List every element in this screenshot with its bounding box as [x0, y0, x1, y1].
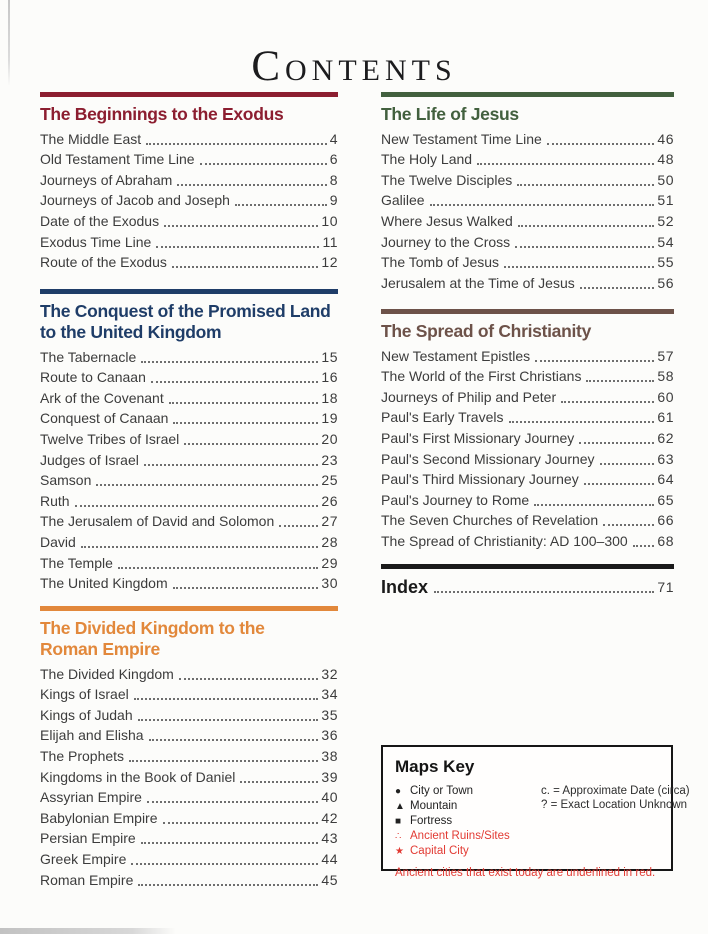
- toc-entry-page: 19: [321, 410, 338, 427]
- toc-entry-label: Route of the Exodus: [40, 254, 167, 271]
- toc-entry: [40, 511, 338, 532]
- toc-entry-page: 56: [657, 274, 674, 291]
- dot-leader: [184, 443, 318, 445]
- map-symbol-icon: ▲: [395, 801, 405, 812]
- toc-entry-page: 57: [657, 347, 674, 364]
- toc-entry-page: 12: [321, 254, 338, 271]
- toc-entry-page: 45: [321, 871, 338, 888]
- index-label: Index: [381, 577, 429, 597]
- toc-entry-label: David: [40, 533, 76, 550]
- toc-entry-page: 29: [321, 554, 338, 571]
- section-heading: The Divided Kingdom to the Roman Empire: [40, 618, 265, 659]
- index-page: 71: [657, 579, 674, 595]
- dot-leader: [144, 464, 319, 466]
- toc-entry-page: 60: [657, 388, 674, 405]
- toc-entry-page: 32: [321, 665, 338, 682]
- toc-entry-page: 23: [321, 451, 338, 468]
- toc-entry: [381, 231, 674, 252]
- toc-entry-page: 8: [329, 171, 338, 188]
- dot-leader: [118, 567, 319, 569]
- toc-entry-label: Journeys of Jacob and Joseph: [40, 192, 230, 209]
- dot-leader: [141, 361, 318, 363]
- dot-leader: [584, 483, 655, 485]
- toc-entry-page: 9: [329, 192, 338, 209]
- section-heading: The Conquest of the Promised Land to the United Kingdom: [40, 301, 331, 342]
- section-heading: The Beginnings to the Exodus: [40, 104, 284, 124]
- toc-entry: [381, 427, 674, 448]
- maps-key-symbol-list: [395, 784, 541, 859]
- toc-entry: [381, 510, 674, 531]
- toc-entry-page: 52: [657, 212, 674, 229]
- toc-entry-page: 15: [321, 348, 338, 365]
- toc-entry: [40, 663, 338, 684]
- toc-entry-page: 38: [321, 747, 338, 764]
- map-symbol-label: Capital City: [410, 845, 469, 857]
- dot-leader: [580, 287, 655, 289]
- toc-entry-label: Paul's Journey to Rome: [381, 491, 530, 508]
- toc-entry: [381, 272, 674, 293]
- toc-section-life-of-jesus: [381, 92, 674, 293]
- toc-entry: [381, 448, 674, 469]
- toc-entry-label: The Seven Churches of Revelation: [381, 512, 599, 529]
- maps-key-symbol-row: [395, 799, 541, 814]
- toc-entry-label: Assyrian Empire: [40, 789, 142, 806]
- toc-entry: [381, 252, 674, 273]
- dot-leader: [504, 266, 654, 268]
- toc-entry-list: [381, 128, 674, 293]
- dot-leader: [177, 184, 326, 186]
- section-accent-bar: [381, 564, 674, 569]
- dot-leader: [579, 442, 654, 444]
- toc-entry-page: 35: [321, 706, 338, 723]
- dot-leader: [603, 524, 654, 526]
- toc-entry: [40, 346, 338, 367]
- toc-entry-label: Kings of Judah: [40, 706, 133, 723]
- toc-entry-label: The Jerusalem of David and Solomon: [40, 513, 275, 530]
- toc-entry-label: Ruth: [40, 492, 70, 509]
- toc-entry-label: Roman Empire: [40, 871, 134, 888]
- toc-entry-label: Paul's First Missionary Journey: [381, 429, 575, 446]
- section-accent-bar: [40, 92, 338, 97]
- dot-leader: [138, 719, 319, 721]
- toc-entry-label: Twelve Tribes of Israel: [40, 430, 180, 447]
- toc-entry-label: Jerusalem at the Time of Jesus: [381, 274, 575, 291]
- dot-leader: [146, 143, 327, 145]
- toc-entry-page: 28: [321, 533, 338, 550]
- toc-entry-page: 16: [321, 369, 338, 386]
- toc-entry-list: [40, 128, 338, 272]
- toc-entry-label: Where Jesus Walked: [381, 212, 513, 229]
- toc-entry-page: 62: [657, 429, 674, 446]
- dot-leader: [138, 884, 318, 886]
- toc-entry-page: 55: [657, 254, 674, 271]
- map-symbol-label: City or Town: [410, 785, 474, 797]
- toc-entry: [381, 210, 674, 231]
- section-accent-bar: [381, 309, 674, 314]
- dot-leader: [129, 760, 318, 762]
- toc-entry: [381, 407, 674, 428]
- maps-key-title: Maps Key: [395, 757, 475, 776]
- section-heading: The Life of Jesus: [381, 104, 519, 124]
- toc-entry-page: 68: [657, 532, 674, 549]
- toc-entry-label: The Tomb of Jesus: [381, 254, 500, 271]
- toc-entry: [381, 489, 674, 510]
- dot-leader: [75, 505, 319, 507]
- toc-entry: [40, 745, 338, 766]
- toc-entry-label: Paul's Third Missionary Journey: [381, 471, 579, 488]
- dot-leader: [134, 698, 319, 700]
- toc-section-conquest: [40, 289, 338, 593]
- toc-entry-label: The Prophets: [40, 747, 125, 764]
- toc-entry-page: 48: [657, 151, 674, 168]
- maps-key-abbreviation: c. = Approximate Date (circa): [541, 785, 690, 797]
- toc-entry-page: 58: [657, 368, 674, 385]
- toc-entry: [381, 149, 674, 170]
- toc-entry-label: The World of the First Christians: [381, 368, 582, 385]
- toc-entry-page: 6: [329, 151, 338, 168]
- map-symbol-label: Mountain: [410, 800, 458, 812]
- toc-entry-list: [40, 663, 338, 890]
- dot-leader: [156, 246, 319, 248]
- toc-section-beginnings: [40, 92, 338, 272]
- toc-entry: [40, 787, 338, 808]
- toc-entry: [40, 684, 338, 705]
- toc-entry-label: The Spread of Christianity: AD 100–300: [381, 532, 628, 549]
- toc-entry-page: 61: [657, 409, 674, 426]
- toc-entry: [40, 869, 338, 890]
- section-accent-bar: [40, 606, 338, 611]
- map-symbol-label: Fortress: [410, 815, 453, 827]
- dot-leader: [534, 504, 654, 506]
- toc-entry: [40, 470, 338, 491]
- dot-leader: [434, 591, 654, 593]
- toc-section-spread-of-christianity: [381, 309, 674, 551]
- dot-leader: [509, 421, 655, 423]
- toc-entry-label: Ark of the Covenant: [40, 389, 164, 406]
- toc-entry: [381, 169, 674, 190]
- dot-leader: [169, 402, 319, 404]
- dot-leader: [147, 801, 319, 803]
- toc-entry-label: Old Testament Time Line: [40, 151, 195, 168]
- dot-leader: [517, 184, 654, 186]
- toc-entry: [40, 490, 338, 511]
- toc-entry: [40, 169, 338, 190]
- section-accent-bar: [40, 289, 338, 294]
- section-heading: The Spread of Christianity: [381, 321, 592, 341]
- toc-entry-page: 26: [321, 492, 338, 509]
- toc-entry-list: [40, 346, 338, 593]
- dot-leader: [141, 842, 319, 844]
- toc-entry-label: Exodus Time Line: [40, 233, 152, 250]
- toc-entry-page: 39: [321, 768, 338, 785]
- toc-entry: [381, 469, 674, 490]
- toc-entry-label: Samson: [40, 472, 92, 489]
- maps-key-abbreviation-list: [541, 784, 690, 859]
- toc-entry-page: 43: [321, 830, 338, 847]
- toc-entry-page: 10: [321, 212, 338, 229]
- toc-entry-label: Persian Empire: [40, 830, 136, 847]
- toc-entry: [381, 128, 674, 149]
- toc-entry: [40, 828, 338, 849]
- dot-leader: [149, 739, 319, 741]
- map-symbol-icon: ★: [395, 846, 404, 857]
- toc-entry-label: Kings of Israel: [40, 686, 129, 703]
- dot-leader: [518, 225, 655, 227]
- toc-section-divided: [40, 606, 338, 890]
- toc-entry-list: [381, 345, 674, 551]
- toc-entry-label: New Testament Time Line: [381, 130, 542, 147]
- toc-entry: [40, 128, 338, 149]
- toc-entry-page: 64: [657, 471, 674, 488]
- toc-entry: [40, 190, 338, 211]
- maps-key-abbreviation: ? = Exact Location Unknown: [541, 799, 688, 811]
- dot-leader: [561, 401, 654, 403]
- maps-key-symbol-row: [395, 829, 541, 844]
- toc-entry-label: Judges of Israel: [40, 451, 139, 468]
- dot-leader: [515, 246, 654, 248]
- dot-leader: [430, 204, 655, 206]
- toc-entry-page: 20: [321, 430, 338, 447]
- page-title: CONTENTS: [251, 43, 457, 91]
- map-symbol-icon: ●: [395, 786, 402, 797]
- toc-entry: [381, 345, 674, 366]
- toc-entry: [40, 387, 338, 408]
- dot-leader: [163, 822, 319, 824]
- toc-entry-page: 40: [321, 789, 338, 806]
- toc-entry-label: Conquest of Canaan: [40, 410, 169, 427]
- toc-entry: [40, 449, 338, 470]
- toc-entry: [40, 367, 338, 388]
- toc-entry: [40, 552, 338, 573]
- dot-leader: [477, 163, 654, 165]
- toc-entry-page: 54: [657, 233, 674, 250]
- toc-entry-label: Elijah and Elisha: [40, 727, 144, 744]
- index-entry: [381, 575, 674, 597]
- dot-leader: [200, 163, 327, 165]
- toc-entry: [40, 848, 338, 869]
- maps-key-symbol-row: [395, 814, 541, 829]
- toc-entry-label: New Testament Epistles: [381, 347, 531, 364]
- toc-entry-label: Paul's Second Missionary Journey: [381, 450, 595, 467]
- toc-entry-page: 18: [321, 389, 338, 406]
- toc-entry-label: The Temple: [40, 554, 113, 571]
- toc-entry-label: Greek Empire: [40, 850, 127, 867]
- toc-entry-label: Galilee: [381, 192, 425, 209]
- dot-leader: [586, 380, 654, 382]
- dot-leader: [81, 546, 319, 548]
- toc-entry-page: 50: [657, 171, 674, 188]
- dot-leader: [600, 463, 655, 465]
- section-accent-bar: [381, 92, 674, 97]
- map-symbol-icon: ∴: [395, 831, 402, 842]
- map-symbol-icon: ■: [395, 816, 402, 827]
- toc-entry-page: 46: [657, 130, 674, 147]
- toc-entry-label: The Twelve Disciples: [381, 171, 513, 188]
- dot-leader: [96, 484, 318, 486]
- maps-key-symbol-row: [395, 784, 541, 799]
- toc-entry-page: 27: [321, 513, 338, 530]
- toc-entry-label: The Middle East: [40, 130, 142, 147]
- toc-entry: [40, 231, 338, 252]
- toc-entry-page: 44: [321, 850, 338, 867]
- dot-leader: [172, 266, 319, 268]
- dot-leader: [535, 360, 654, 362]
- toc-entry: [40, 408, 338, 429]
- toc-entry: [40, 704, 338, 725]
- toc-entry-page: 30: [321, 575, 338, 592]
- toc-entry: [381, 530, 674, 551]
- toc-entry: [381, 190, 674, 211]
- toc-entry-label: Paul's Early Travels: [381, 409, 504, 426]
- toc-entry: [381, 386, 674, 407]
- toc-entry: [40, 807, 338, 828]
- toc-entry: [40, 725, 338, 746]
- toc-entry-page: 51: [657, 192, 674, 209]
- toc-entry: [40, 531, 338, 552]
- dot-leader: [173, 422, 318, 424]
- toc-entry: [40, 766, 338, 787]
- map-symbol-label: Ancient Ruins/Sites: [410, 830, 510, 842]
- dot-leader: [235, 204, 327, 206]
- right-column: [381, 0, 690, 934]
- maps-key-symbol-row: [395, 844, 541, 859]
- toc-entry: [40, 210, 338, 231]
- toc-entry-page: 34: [321, 686, 338, 703]
- toc-entry-label: Babylonian Empire: [40, 809, 158, 826]
- toc-entry-page: 65: [657, 491, 674, 508]
- toc-entry-label: The Divided Kingdom: [40, 665, 174, 682]
- toc-entry-label: Journeys of Abraham: [40, 171, 173, 188]
- toc-entry: [40, 149, 338, 170]
- toc-entry-page: 36: [321, 727, 338, 744]
- toc-entry-label: Kingdoms in the Book of Daniel: [40, 768, 236, 785]
- toc-entry-label: Route to Canaan: [40, 369, 146, 386]
- dot-leader: [179, 678, 319, 680]
- toc-entry-page: 11: [322, 233, 338, 250]
- toc-entry: [40, 252, 338, 273]
- toc-entry-label: The Tabernacle: [40, 348, 137, 365]
- dot-leader: [633, 545, 655, 547]
- toc-entry-page: 42: [321, 809, 338, 826]
- toc-entry-label: The Holy Land: [381, 151, 473, 168]
- toc-entry: [40, 428, 338, 449]
- toc-entry-label: Date of the Exodus: [40, 212, 160, 229]
- dot-leader: [173, 587, 319, 589]
- toc-entry-label: Journey to the Cross: [381, 233, 511, 250]
- dot-leader: [279, 525, 318, 527]
- toc-entry-page: 25: [321, 472, 338, 489]
- toc-entry-page: 66: [657, 512, 674, 529]
- dot-leader: [131, 863, 318, 865]
- dot-leader: [164, 225, 318, 227]
- dot-leader: [240, 781, 318, 783]
- toc-entry: [40, 573, 338, 594]
- left-column: [40, 0, 338, 934]
- toc-section-index: [381, 564, 674, 597]
- dot-leader: [151, 381, 319, 383]
- toc-entry-page: 4: [329, 130, 338, 147]
- toc-entry-label: The United Kingdom: [40, 575, 168, 592]
- dot-leader: [547, 143, 655, 145]
- toc-entry-page: 63: [657, 450, 674, 467]
- maps-key-columns: [395, 784, 690, 859]
- maps-key-box: [381, 745, 690, 879]
- maps-key-note: Ancient cities that exist today are underlined in red.: [395, 867, 656, 879]
- toc-entry: [381, 366, 674, 387]
- toc-entry-label: Journeys of Philip and Peter: [381, 388, 557, 405]
